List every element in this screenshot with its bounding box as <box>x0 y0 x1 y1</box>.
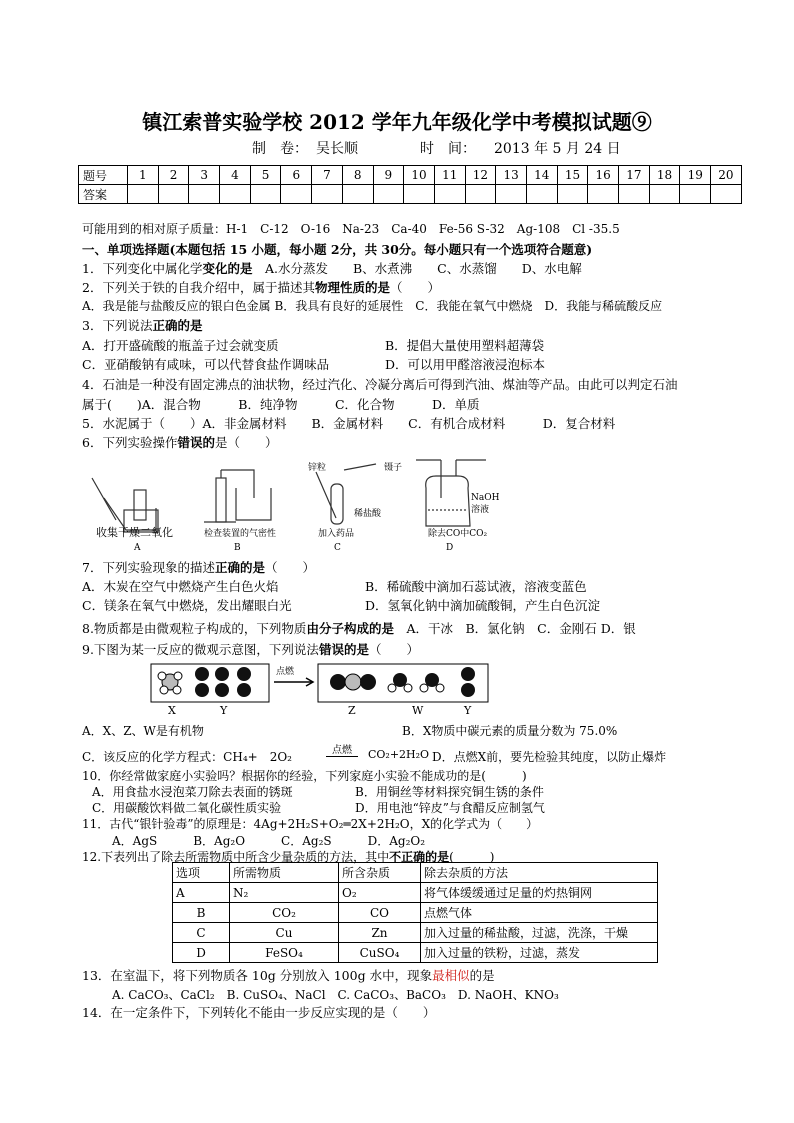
table-header-row <box>173 863 658 883</box>
cell-option: B <box>173 903 230 923</box>
page-title: 镇江索普实验学校 2012 学年九年级化学中考模拟试题⑨ <box>142 110 652 134</box>
reaction-products: CO₂+2H₂O <box>368 748 430 761</box>
answer-cell[interactable] <box>465 185 496 204</box>
cell-substance: Cu <box>230 923 339 943</box>
answer-cell[interactable] <box>526 185 557 204</box>
question-number: 8 <box>342 166 373 185</box>
answer-cell[interactable] <box>250 185 281 204</box>
answer-cell[interactable] <box>588 185 619 204</box>
answer-sheet-table <box>78 165 742 204</box>
row-label: 题号 <box>79 166 128 185</box>
option-b: B．X物质中碳元素的质量分数为 75.0% <box>402 724 618 738</box>
answer-cell[interactable] <box>404 185 435 204</box>
question-number: 10 <box>404 166 435 185</box>
header-method: 除去杂质的方法 <box>421 863 658 883</box>
caption-b: 检查装置的气密性 <box>204 529 277 539</box>
label-tweezers: 镊子 <box>384 463 403 473</box>
answer-cell[interactable] <box>434 185 465 204</box>
answer-cell[interactable] <box>281 185 312 204</box>
question-number: 17 <box>619 166 650 185</box>
impurity-table <box>172 862 658 963</box>
cell-method: 将气体缓缓通过足量的灼热铜网 <box>421 883 658 903</box>
label-z: Z <box>348 704 356 717</box>
question-number: 4 <box>220 166 251 185</box>
table-row <box>173 943 658 963</box>
cell-method: 加入过量的稀盐酸，过滤，洗涤，干燥 <box>421 923 658 943</box>
question-7: 7．下列实验现象的描述正确的是（ ） <box>82 560 315 575</box>
question-number: 3 <box>189 166 220 185</box>
question-number: 14 <box>526 166 557 185</box>
atomic-masses: 可能用到的相对原子质量：H-1 C-12 O-16 Na-23 Ca-40 Fe-56 S-32 Ag-108 Cl -35.5 <box>82 222 620 236</box>
answer-cell[interactable] <box>158 185 189 204</box>
question-number: 6 <box>281 166 312 185</box>
question-2: 2．下列关于铁的自我介绍中，属于描述其物理性质的是（ ） <box>82 280 440 295</box>
question-10: 10．你经常做家庭小实验吗？根据你的经验，下列家庭小实验不能成功的是( ) <box>82 769 527 783</box>
label-zinc: 锌粒 <box>308 463 327 473</box>
option-d: D．点燃X前，要先检验其纯度，以防止爆炸 <box>432 750 667 764</box>
cell-option: D <box>173 943 230 963</box>
apparatus-a <box>92 478 158 532</box>
question-number: 9 <box>373 166 404 185</box>
question-number-row <box>79 166 742 185</box>
question-11: 11．古代“银针验毒”的原理是：4Ag+2H₂S+O₂═2X+2H₂O，X的化学式为（ ） <box>82 817 539 831</box>
caption-c: 加入药品 <box>318 529 355 539</box>
cell-impurity: CO <box>339 903 421 923</box>
question-12: 12.下表列出了除去所需物质中所含少量杂质的方法，其中不正确的是( ) <box>82 850 495 864</box>
question-number: 12 <box>465 166 496 185</box>
cell-impurity: Zn <box>339 923 421 943</box>
arrow-label: 点燃 <box>276 667 295 677</box>
answer-row <box>79 185 742 204</box>
answer-cell[interactable] <box>342 185 373 204</box>
option-c: C．镁条在氧气中燃烧，发出耀眼白光 <box>82 598 292 613</box>
answer-cell[interactable] <box>496 185 527 204</box>
question-6: 6．下列实验操作错误的是（ ） <box>82 435 278 450</box>
question-11-options: A．AgS B．Ag₂O C．Ag₂S D．Ag₂O₂ <box>112 834 426 848</box>
header-option: 选项 <box>173 863 230 883</box>
option-a: A．打开盛硫酸的瓶盖子过会就变质 <box>82 338 279 353</box>
label-a: A <box>134 543 141 553</box>
question-number: 13 <box>496 166 527 185</box>
molecule-x <box>158 672 182 694</box>
label-y-product: Y <box>464 704 472 717</box>
author: 吴长顺 <box>316 141 358 157</box>
molecule-z <box>330 674 376 690</box>
table-row <box>173 923 658 943</box>
question-number: 19 <box>680 166 711 185</box>
row-label: 答案 <box>79 185 128 204</box>
answer-cell[interactable] <box>312 185 343 204</box>
reaction-condition: 点燃 <box>326 741 358 757</box>
label-hcl: 稀盐酸 <box>354 509 382 519</box>
question-number: 2 <box>158 166 189 185</box>
label-d: D <box>446 543 454 553</box>
label-w: W <box>412 704 424 717</box>
question-9: 9.下图为某一反应的微观示意图，下列说法错误的是（ ） <box>82 642 419 657</box>
question-number: 1 <box>128 166 159 185</box>
cell-impurity: CuSO₄ <box>339 943 421 963</box>
option-b: B．用铜丝等材料探究铜生锈的条件 <box>355 785 544 799</box>
time-label: 时 间： <box>420 141 476 157</box>
cell-method: 加入过量的铁粉，过滤，蒸发 <box>421 943 658 963</box>
label-naoh: NaOH <box>471 493 500 503</box>
caption-a: 收集干燥二氧化 <box>96 526 173 539</box>
question-5: 5．水泥属于（ ）A．非金属材料 B．金属材料 C．有机合成材料 D．复合材料 <box>82 416 616 431</box>
lab-apparatus-figure <box>86 458 586 554</box>
question-number: 16 <box>588 166 619 185</box>
cell-substance: FeSO₄ <box>230 943 339 963</box>
cell-method: 点燃气体 <box>421 903 658 923</box>
answer-cell[interactable] <box>189 185 220 204</box>
option-a: A．木炭在空气中燃烧产生白色火焰 <box>82 579 279 594</box>
cell-option: A <box>173 883 230 903</box>
option-c: C．该反应的化学方程式：CH₄+ 2O₂ <box>82 750 292 764</box>
question-2-options: A．我是能与盐酸反应的银白色金属 B．我具有良好的延展性 C．我能在氧气中燃烧 D．我能与稀硫酸反应 <box>82 299 663 313</box>
molecules-y <box>195 667 251 697</box>
question-number: 5 <box>250 166 281 185</box>
answer-cell[interactable] <box>711 185 742 204</box>
question-number: 7 <box>312 166 343 185</box>
label-c: C <box>334 543 341 553</box>
table-row <box>173 903 658 923</box>
exam-date: 2013 年 5 月 24 日 <box>494 141 621 157</box>
question-14: 14．在一定条件下，下列转化不能由一步反应实现的是（ ） <box>82 1005 436 1020</box>
molecule-y-product <box>461 667 475 697</box>
reaction-diagram <box>150 660 495 718</box>
option-c: C．用碳酸饮料做二氧化碳性质实验 <box>92 801 282 815</box>
question-4-options: 属于( )A．混合物 B．纯净物 C．化合物 D．单质 <box>82 397 480 412</box>
question-4: 4．石油是一种没有固定沸点的油状物，经过汽化、冷凝分离后可得到汽油、煤油等产品。由此可以判定石油 <box>82 377 678 392</box>
option-a: A．X、Z、W是有机物 <box>82 724 204 738</box>
option-d: D．可以用甲醛溶液浸泡标本 <box>385 357 546 372</box>
table-row <box>173 883 658 903</box>
label-solution: 溶液 <box>471 505 490 515</box>
question-1: 1．下列变化中属化学变化的是 A.水分蒸发 B、水煮沸 C、水蒸馏 D、水电解 <box>82 261 582 276</box>
caption-d: 除去CO中CO₂ <box>428 529 488 539</box>
label-y: Y <box>220 704 228 717</box>
question-number: 11 <box>434 166 465 185</box>
option-c: C．亚硝酸钠有咸味，可以代替食盐作调味品 <box>82 357 330 372</box>
answer-cell[interactable] <box>680 185 711 204</box>
section-heading: 一、单项选择题(本题包括 15 小题，每小题 2分，共 30分。每小题只有一个选项符合题意) <box>82 242 593 257</box>
author-label: 制 卷： <box>252 141 308 157</box>
answer-cell[interactable] <box>128 185 159 204</box>
option-d: D．用电池“锌皮”与食醋反应制氢气 <box>355 801 545 815</box>
label-x: X <box>168 704 176 717</box>
cell-option: C <box>173 923 230 943</box>
option-b: B．提倡大量使用塑料超薄袋 <box>385 338 545 353</box>
header-impurity: 所含杂质 <box>339 863 421 883</box>
question-number: 20 <box>711 166 742 185</box>
question-number: 18 <box>649 166 680 185</box>
answer-cell[interactable] <box>373 185 404 204</box>
question-13: 13．在室温下，将下列物质各 10g 分别放入 100g 水中，现象最相似的是 <box>82 968 495 983</box>
apparatus-b <box>204 470 271 522</box>
header-substance: 所需物质 <box>230 863 339 883</box>
cell-substance: N₂ <box>230 883 339 903</box>
option-b: B．稀硫酸中滴加石蕊试液，溶液变蓝色 <box>365 579 587 594</box>
option-d: D．氢氧化钠中滴加硫酸铜，产生白色沉淀 <box>365 598 601 613</box>
option-a: A．用食盐水浸泡菜刀除去表面的锈斑 <box>92 785 293 799</box>
molecules-w <box>388 673 444 692</box>
answer-cell[interactable] <box>220 185 251 204</box>
answer-cell[interactable] <box>649 185 680 204</box>
cell-substance: CO₂ <box>230 903 339 923</box>
label-b: B <box>234 543 241 553</box>
question-8: 8.物质都是由微观粒子构成的，下列物质由分子构成的是 A．干冰 B．氯化钠 C．金刚石 D．银 <box>82 621 636 636</box>
question-3: 3．下列说法正确的是 <box>82 318 203 333</box>
cell-impurity: O₂ <box>339 883 421 903</box>
question-13-options: A. CaCO₃、CaCl₂ B. CuSO₄、NaCl C. CaCO₃、BaCO₃ D. NaOH、KNO₃ <box>112 988 559 1002</box>
question-number: 15 <box>557 166 588 185</box>
answer-cell[interactable] <box>557 185 588 204</box>
answer-cell[interactable] <box>619 185 650 204</box>
